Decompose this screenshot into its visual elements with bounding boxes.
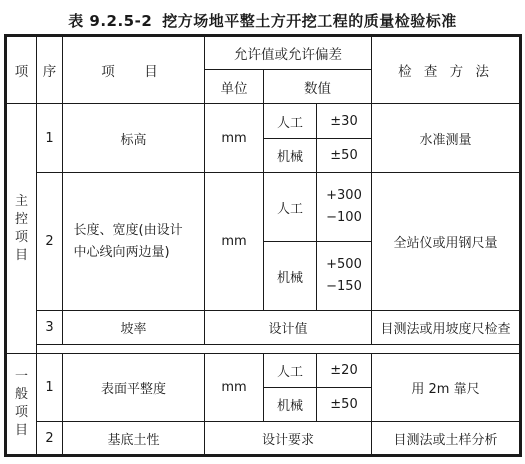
row-name: 基底土性 xyxy=(63,422,205,456)
row-sub-value-upper: +300 xyxy=(326,188,362,203)
row-sub-label: 人工 xyxy=(264,104,317,139)
group-main xyxy=(6,104,37,354)
header-row xyxy=(6,36,521,70)
group-general xyxy=(6,354,37,456)
header-unit: 单位 xyxy=(205,70,264,104)
row-unit: mm xyxy=(205,104,264,173)
header-item: 项 xyxy=(6,36,37,104)
row-sub-label: 机械 xyxy=(264,242,317,311)
row-sub-value xyxy=(317,242,372,311)
row-method: 水准测量 xyxy=(372,104,521,173)
group-main-label: 主控项目 xyxy=(14,193,28,263)
spacer-row xyxy=(6,345,521,350)
row-name xyxy=(63,173,205,311)
row-seq: 1 xyxy=(37,354,63,422)
row-name: 坡率 xyxy=(63,311,205,345)
header-name: 项 目 xyxy=(63,36,205,104)
table-row xyxy=(6,104,521,139)
table-number: 表 9.2.5-2 xyxy=(68,12,153,30)
quality-inspection-table xyxy=(4,34,522,457)
row-method: 全站仪或用钢尺量 xyxy=(372,173,521,311)
row-seq: 2 xyxy=(37,173,63,311)
table-row xyxy=(6,422,521,456)
table-row xyxy=(6,354,521,388)
row-sub-label: 人工 xyxy=(264,354,317,388)
table-row xyxy=(6,173,521,242)
row-sub-label: 人工 xyxy=(264,173,317,242)
row-sub-value-upper: +500 xyxy=(326,257,362,272)
header-method: 检 查 方 法 xyxy=(372,36,521,104)
row-sub-value: ±30 xyxy=(317,104,372,139)
row-seq: 3 xyxy=(37,311,63,345)
table-title xyxy=(0,10,525,31)
header-seq: 序 xyxy=(37,36,63,104)
row-sub-value: ±50 xyxy=(317,388,372,422)
group-general-label: 一般项目 xyxy=(14,369,28,438)
row-method: 目测法或土样分析 xyxy=(372,422,521,456)
row-unit: mm xyxy=(205,354,264,422)
row-sub-value xyxy=(317,173,372,242)
row-sub-value: ±50 xyxy=(317,139,372,173)
row-seq: 2 xyxy=(37,422,63,456)
header-value: 数值 xyxy=(264,70,372,104)
row-method: 目测法或用坡度尺检查 xyxy=(372,311,521,345)
row-name-text: 长度、宽度(由设计中心线向两边量) xyxy=(73,222,183,260)
row-name: 表面平整度 xyxy=(63,354,205,422)
row-seq: 1 xyxy=(37,104,63,173)
row-sub-value-lower: −100 xyxy=(326,210,362,225)
row-sub-label: 机械 xyxy=(264,388,317,422)
row-value: 设计值 xyxy=(205,311,372,345)
row-method: 用 2m 靠尺 xyxy=(372,354,521,422)
row-unit: mm xyxy=(205,173,264,311)
row-sub-value: ±20 xyxy=(317,354,372,388)
table-title-text: 挖方场地平整土方开挖工程的质量检验标准 xyxy=(162,12,457,30)
row-sub-label: 机械 xyxy=(264,139,317,173)
table-row xyxy=(6,311,521,345)
row-name: 标高 xyxy=(63,104,205,173)
row-value: 设计要求 xyxy=(205,422,372,456)
header-allowed: 允许值或允许偏差 xyxy=(205,36,372,70)
row-sub-value-lower: −150 xyxy=(326,279,362,294)
